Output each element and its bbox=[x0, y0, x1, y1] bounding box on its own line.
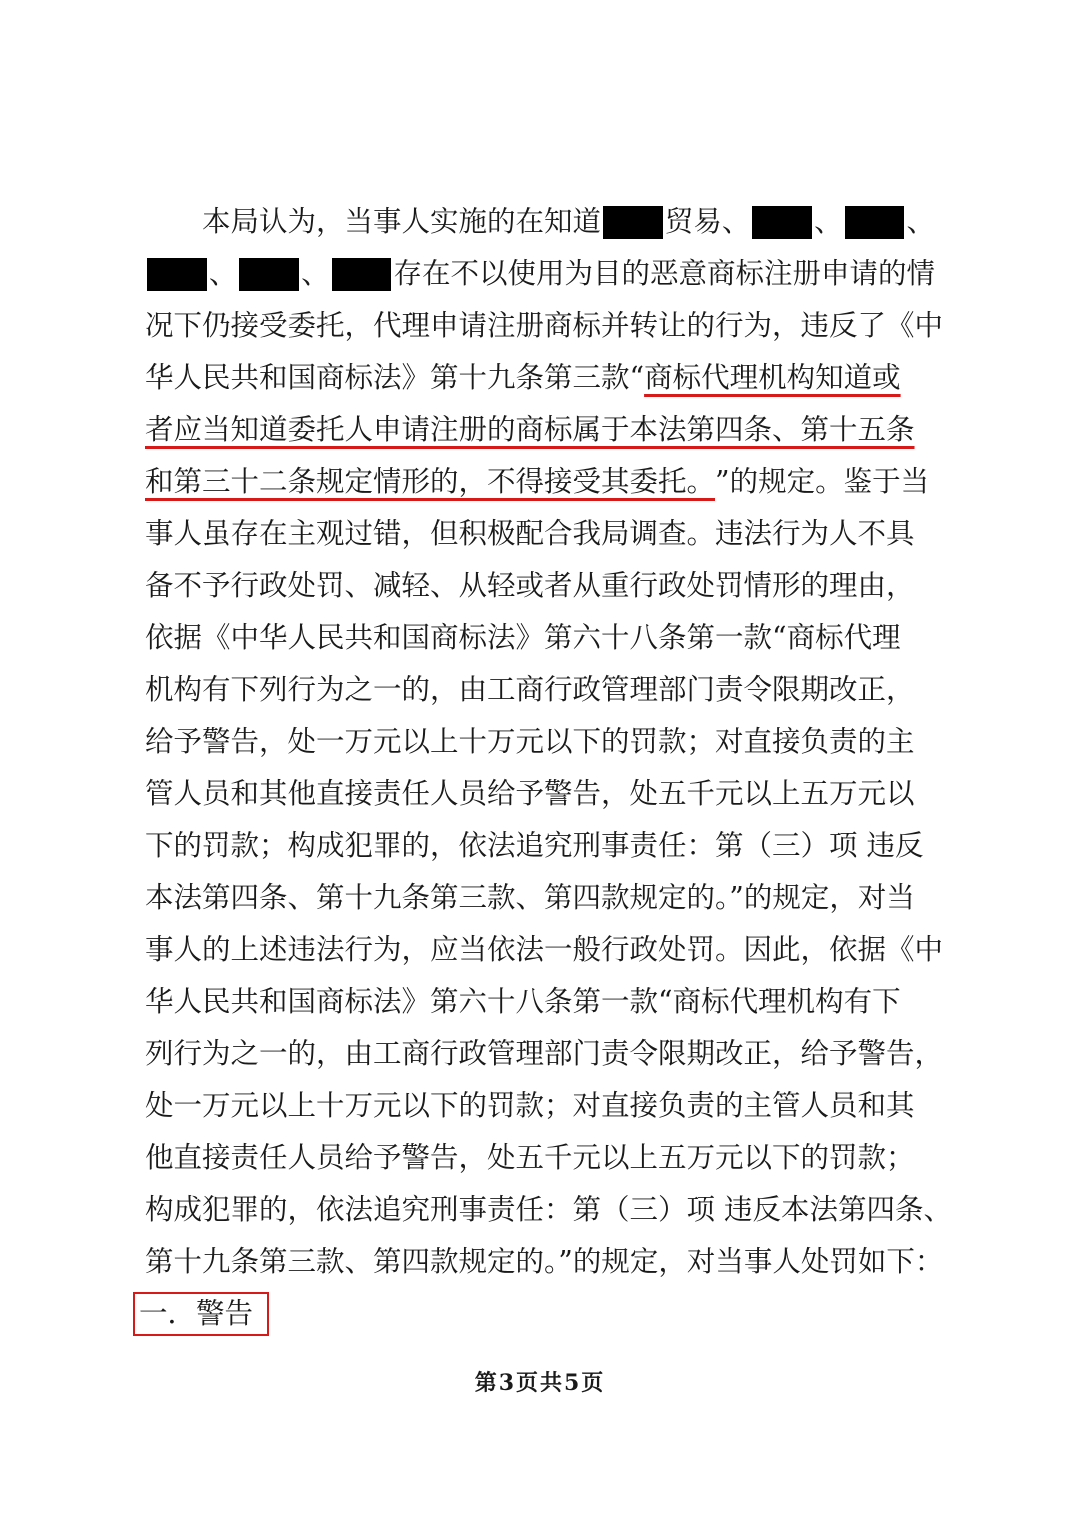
text-segment: 贸易、 bbox=[664, 205, 751, 238]
paragraph-line bbox=[145, 456, 935, 508]
text-segment: 给予警告，处一万元以上十万元以下的罚款；对直接负责的主 bbox=[145, 725, 915, 758]
paragraph-line bbox=[145, 1132, 935, 1184]
text-segment: 华人民共和国商标法》第十九条第三款“ bbox=[145, 361, 645, 394]
paragraph-line bbox=[145, 404, 935, 456]
redaction-block bbox=[845, 206, 905, 239]
text-segment: 备不予行政处罚、减轻、从轻或者从重行政处罚情形的理由， bbox=[145, 569, 915, 602]
highlighted-quote: 商标代理机构知道或 bbox=[644, 361, 901, 394]
paragraph-line bbox=[145, 1184, 953, 1236]
text-segment: 依据《中华人民共和国商标法》第六十八条第一款“商标代理 bbox=[145, 621, 901, 654]
text-segment: 机构有下列行为之一的，由工商行政管理部门责令限期改正， bbox=[145, 673, 915, 706]
paragraph-line bbox=[145, 924, 944, 976]
highlighted-quote: 者应当知道委托人申请注册的商标属于本法第四条、第十五条 bbox=[145, 413, 915, 446]
penalty-item-boxed: 一．警告 bbox=[133, 1292, 269, 1336]
text-segment: 存在不以使用为目的恶意商标注册申请的情 bbox=[393, 257, 935, 290]
paragraph-line bbox=[145, 300, 944, 352]
highlighted-quote: 和第三十二条规定情形的，不得接受其委托。 bbox=[145, 465, 716, 498]
paragraph-line bbox=[145, 664, 935, 716]
paragraph-line bbox=[145, 612, 935, 664]
redaction-block bbox=[147, 258, 207, 291]
text-segment: 本局认为，当事人实施的在知道 bbox=[202, 205, 602, 238]
paragraph-line bbox=[145, 196, 935, 248]
paragraph-line bbox=[145, 872, 935, 924]
paragraph-line bbox=[145, 716, 935, 768]
text-segment: 处一万元以上十万元以下的罚款；对直接负责的主管人员和其 bbox=[145, 1089, 915, 1122]
text-segment: 第十九条第三款、第四款规定的。”的规定，对当事人处罚如下： bbox=[145, 1245, 944, 1278]
text-segment: 构成犯罪的，依法追究刑事责任：第（三）项 违反本法第四条、 bbox=[145, 1193, 953, 1226]
text-segment: 他直接责任人员给予警告，处五千元以上五万元以下的罚款； bbox=[145, 1141, 915, 1174]
text-segment: 事人的上述违法行为，应当依法一般行政处罚。因此，依据《中 bbox=[145, 933, 944, 966]
text-segment: 列行为之一的，由工商行政管理部门责令限期改正，给予警告， bbox=[145, 1037, 944, 1070]
paragraph-line bbox=[145, 352, 935, 404]
redaction-block bbox=[332, 258, 392, 291]
text-segment: 况下仍接受委托，代理申请注册商标并转让的行为，违反了《中 bbox=[145, 309, 944, 342]
paragraph-line bbox=[145, 508, 935, 560]
text-segment: 、 bbox=[301, 257, 330, 290]
paragraph-line bbox=[145, 768, 935, 820]
document-body bbox=[139, 196, 953, 1340]
text-segment: 下的罚款；构成犯罪的，依法追究刑事责任：第（三）项 违反 bbox=[145, 829, 924, 862]
paragraph-line bbox=[145, 820, 935, 872]
text-segment: 事人虽存在主观过错，但积极配合我局调查。违法行为人不具 bbox=[145, 517, 915, 550]
text-segment: 管人员和其他直接责任人员给予警告，处五千元以上五万元以 bbox=[145, 777, 915, 810]
paragraph-line bbox=[145, 1028, 944, 1080]
redaction-block bbox=[239, 258, 299, 291]
redaction-block bbox=[603, 206, 663, 239]
redaction-block bbox=[752, 206, 812, 239]
text-segment: 、 bbox=[906, 205, 935, 238]
text-segment: 华人民共和国商标法》第六十八条第一款“商标代理机构有下 bbox=[145, 985, 901, 1018]
paragraph-line bbox=[145, 560, 935, 612]
paragraph-line bbox=[139, 1288, 935, 1340]
page-number-footer: 第3页共5页 bbox=[474, 1370, 606, 1396]
paragraph-line bbox=[145, 1080, 935, 1132]
text-segment: 本法第四条、第十九条第三款、第四款规定的。”的规定，对当 bbox=[145, 881, 915, 914]
text-segment: 、 bbox=[814, 205, 843, 238]
paragraph-line bbox=[145, 248, 935, 300]
paragraph-line bbox=[145, 1236, 944, 1288]
paragraph-line bbox=[145, 976, 935, 1028]
text-segment: ”的规定。鉴于当 bbox=[715, 465, 930, 498]
text-segment: 、 bbox=[208, 257, 238, 290]
